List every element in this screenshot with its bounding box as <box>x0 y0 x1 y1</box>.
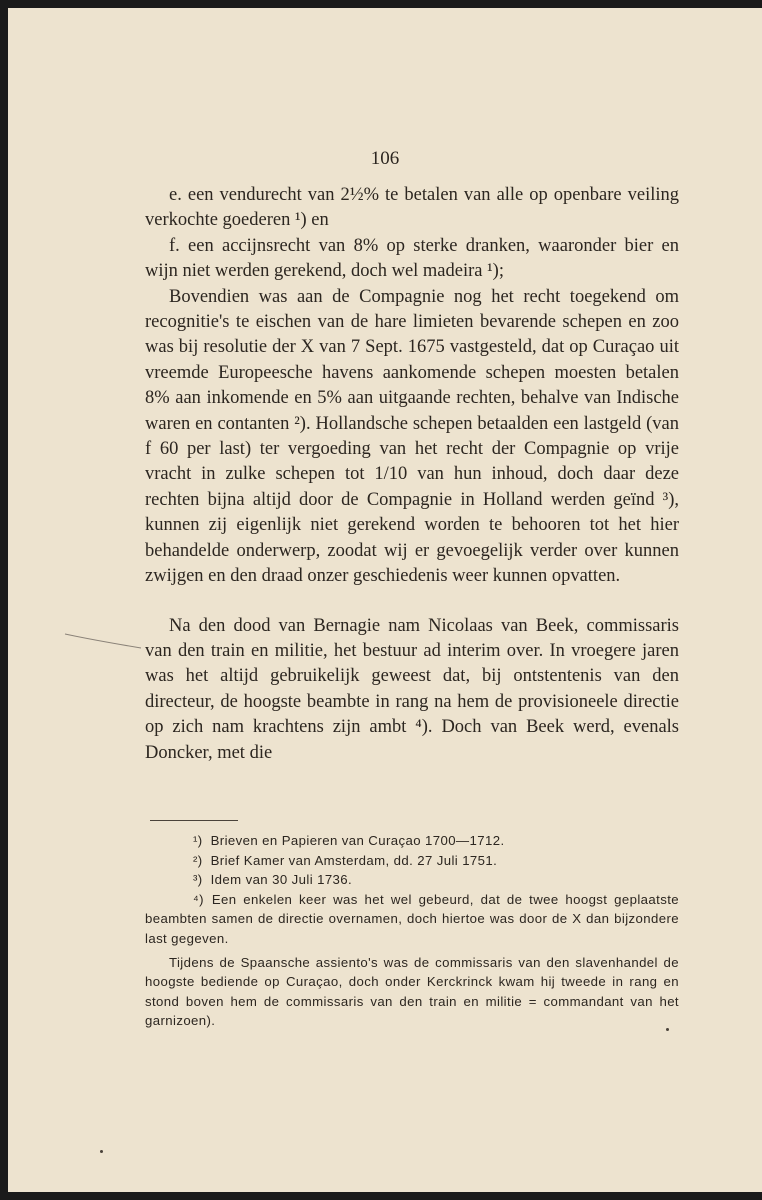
footnote-3: ³) Idem van 30 Juli 1736. <box>193 872 353 888</box>
pencil-mark-icon <box>63 630 143 650</box>
footnotes <box>145 831 679 1031</box>
footnote-4: ⁴) Een enkelen keer was het wel gebeurd, dat de twee hoogst geplaatste beambten samen de directie overnamen, doch hiertoe was door de X dan bijzondere last gegeven. <box>145 891 679 946</box>
footnote-2: ²) Brief Kamer van Amsterdam, dd. 27 Juli 1751. <box>193 852 498 868</box>
list-item-e: e. een vendurecht van 2½% te betalen van alle op openbare veiling verkochte goederen ¹) en <box>145 185 679 231</box>
page-number: 106 <box>370 148 400 169</box>
footnote-divider <box>150 820 238 821</box>
paragraph-recognitie: Bovendien was aan de Compagnie nog het recht toegekend om recognitie's te eischen van de hare limieten bevarende schepen en zoo was bij resolutie der X van 7 Sept. 1675 vastgesteld, dat op Curaçao uit vreemde Europeesche havens aankomende schepen moesten betalen 8% aan inkomende en 5% aan uitgaande rechten, behalve van Indische waren en contanten ²). Hollandsche schepen betaalden een lastgeld (van f 60 per last) ter vergoeding van het recht der Compagnie op vrije vracht in zulke schepen tot 1/10 van hun inhoud, doch daar deze rechten bijna altijd door de Compagnie in Holland werden geïnd ³), kunnen zij eigenlijk niet gerekend worden te behooren tot het hier behandelde onderwerp, zoodat wij er gevoegelijk verder over kunnen zwijgen en den draad onzer geschiedenis weer kunnen opvatten. <box>145 286 679 587</box>
list-item-f: f. een accijnsrecht van 8% op sterke dranken, waaronder bier en wijn niet werden gerekend, doch wel madeira ¹); <box>145 235 679 282</box>
body-text <box>145 183 679 766</box>
footnote-4-continued: Tijdens de Spaansche assiento's was de commissaris van den slavenhandel de hoogste bediende op Curaçao, doch onder Kerckrinck kwam hij tweede in rang en stond boven hem de commissaris van den train en militie = commandant van het garnizoen). <box>145 954 679 1029</box>
paragraph-van-beek: Na den dood van Bernagie nam Nicolaas van Beek, commissaris van den train en militie, het bestuur ad interim over. In vroegere jaren was het altijd gebruikelijk geweest dat, bij ontstentenis van den directeur, de hoogste beambte in rang na hem de provisioneele directie op zich nam krachtens zijn ambt ⁴). Doch van Beek werd, evenals Doncker, met die <box>145 615 679 763</box>
footnote-1: ¹) Brieven en Papieren van Curaçao 1700—1712. <box>193 833 505 848</box>
speck <box>666 1028 669 1031</box>
speck <box>100 1150 103 1153</box>
book-page <box>8 8 762 1192</box>
